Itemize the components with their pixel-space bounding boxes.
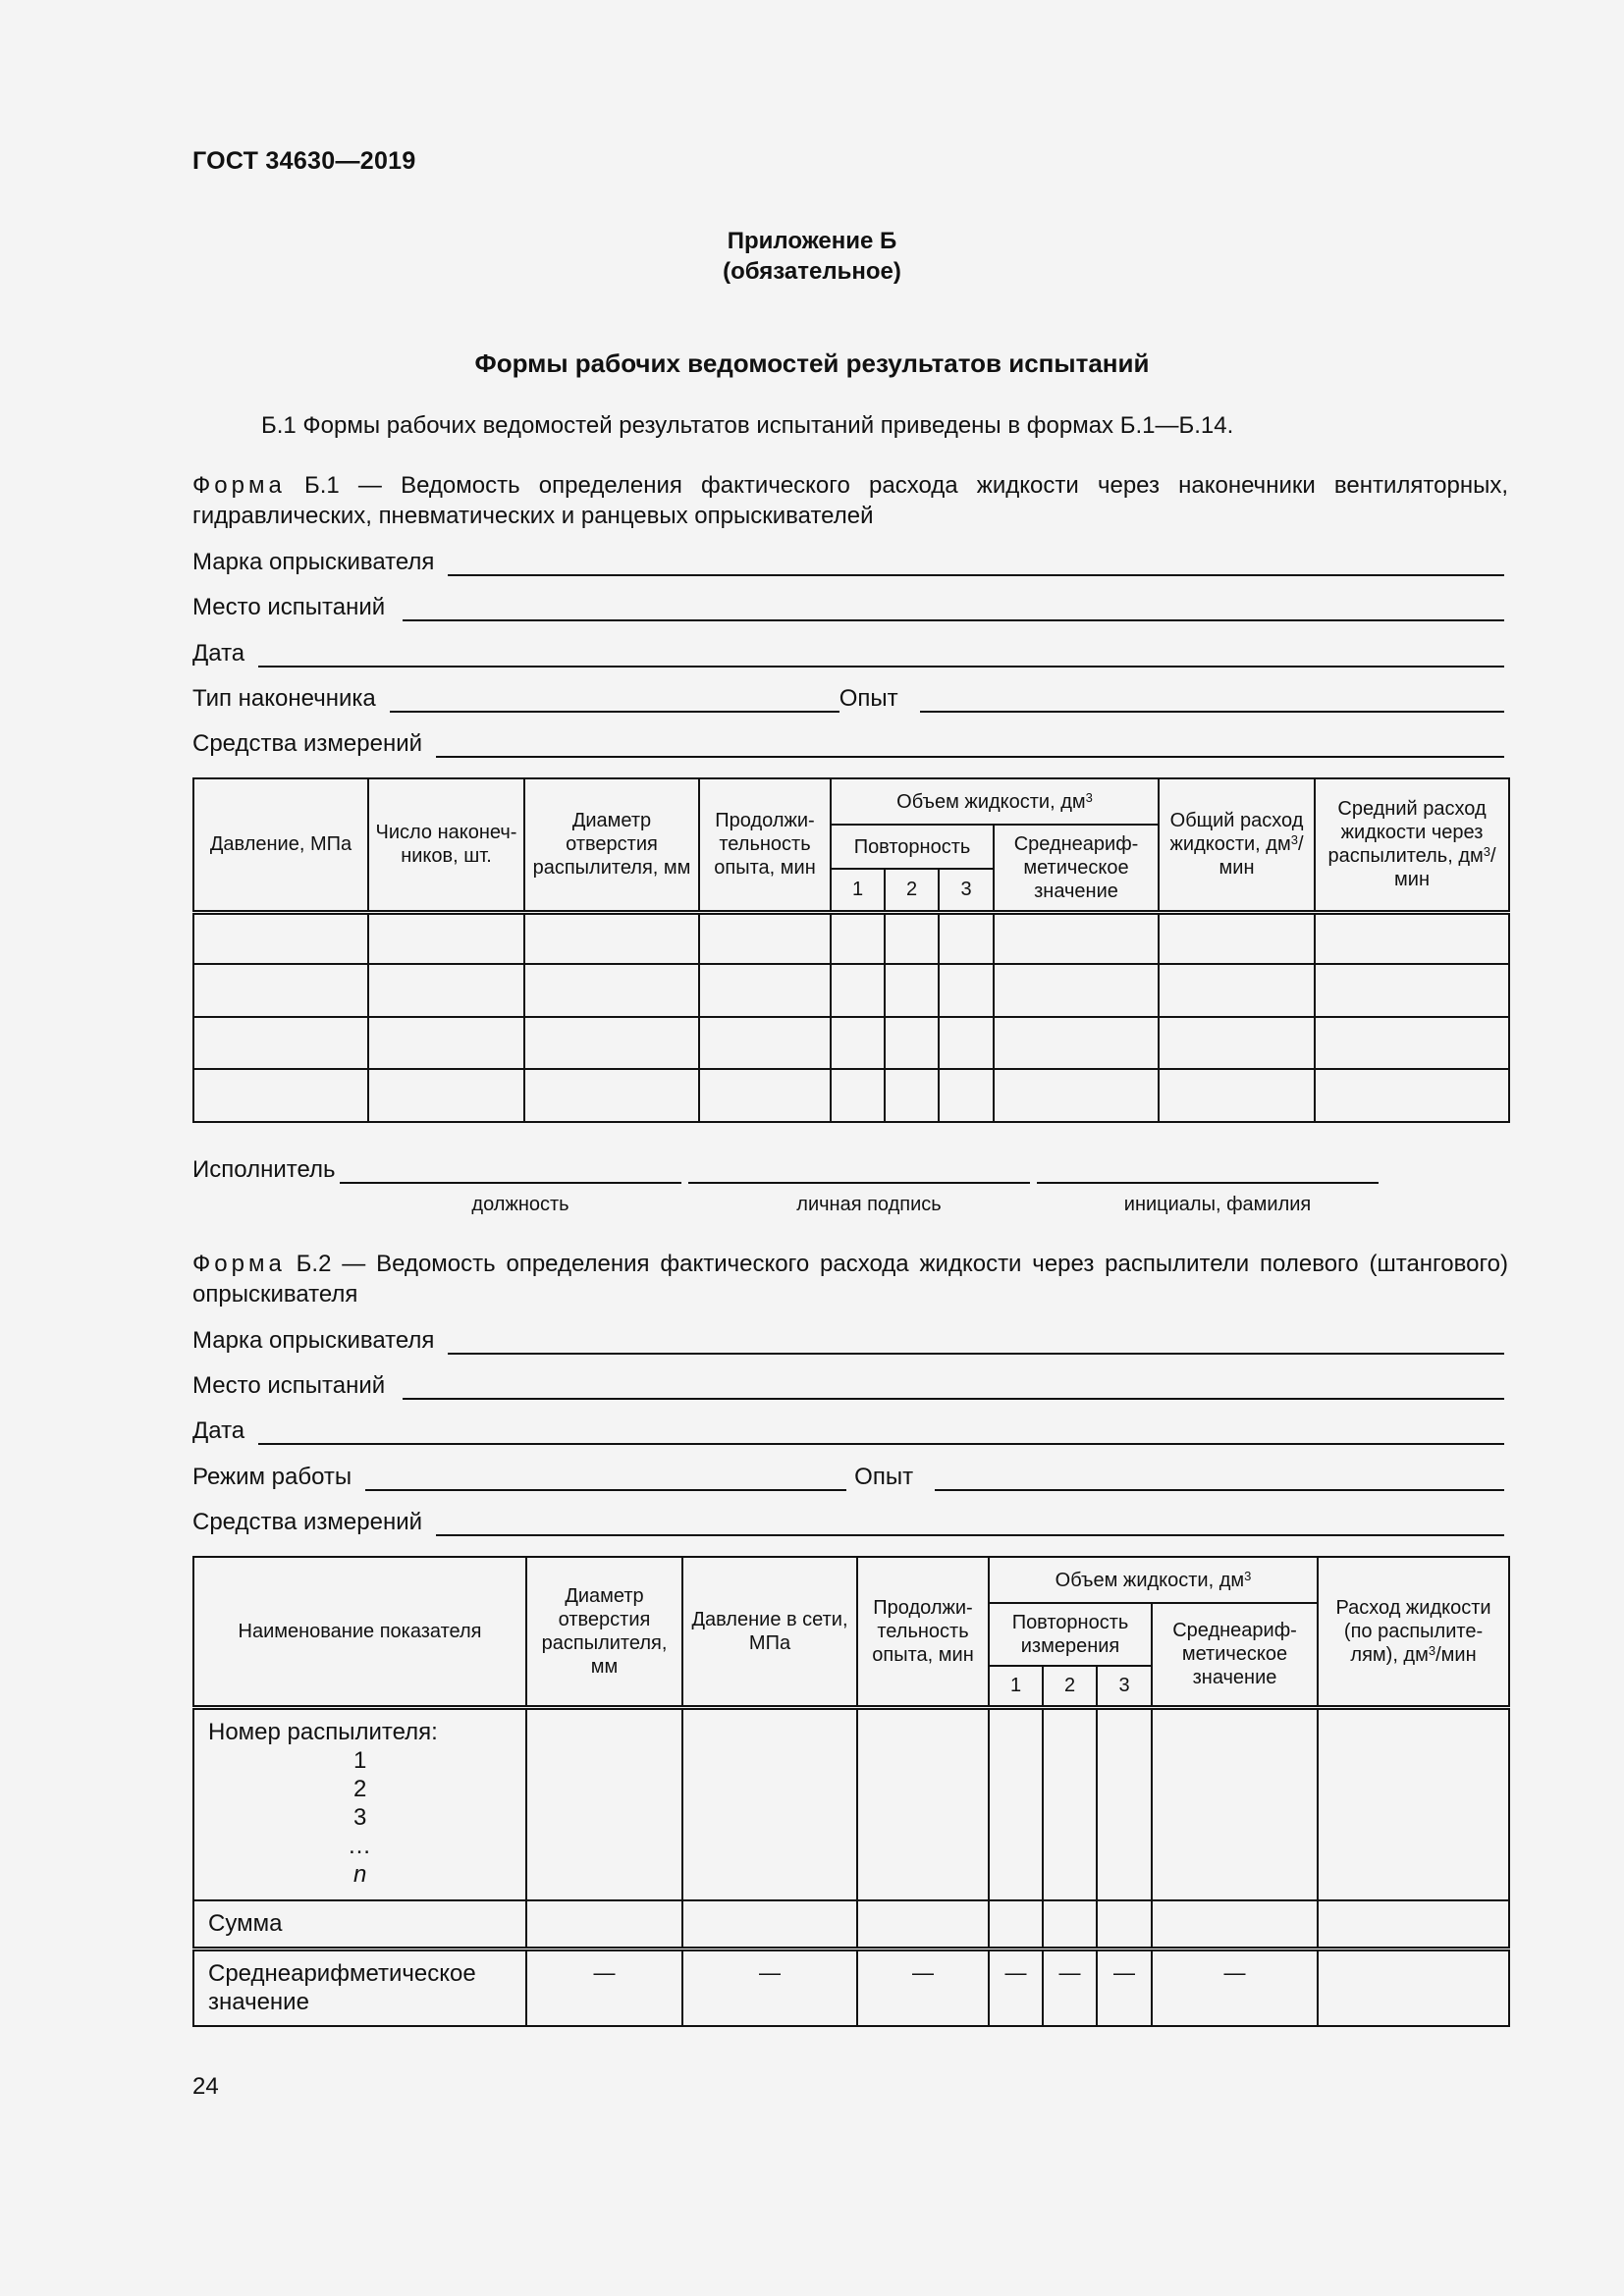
cell[interactable]: [939, 1069, 994, 1122]
cell[interactable]: [193, 964, 368, 1017]
cell[interactable]: [368, 964, 524, 1017]
cell[interactable]: [699, 964, 831, 1017]
appendix-title: Приложение Б: [727, 228, 897, 254]
col-mean: Среднеариф-метическое значение: [1152, 1603, 1318, 1707]
col-diameter: Диаметр отверстия распылителя, мм: [526, 1557, 682, 1707]
dash-cell: —: [1097, 1949, 1152, 2026]
col-repeat: Повторность измерения: [989, 1603, 1152, 1666]
cell[interactable]: [1318, 1900, 1509, 1949]
col-duration: Продолжи-тельность опыта, мин: [699, 778, 831, 912]
form2-field-brand: [192, 1323, 1504, 1355]
dash-cell: —: [1043, 1949, 1097, 2026]
cell[interactable]: [193, 1017, 368, 1069]
form1-field-tip-type: [192, 681, 1504, 713]
form1-table: [192, 777, 1510, 1123]
cell[interactable]: [526, 1900, 682, 1949]
form2-field-instruments: [192, 1505, 1504, 1536]
table-row: [193, 1069, 1509, 1122]
col-r2: 2: [1043, 1666, 1097, 1707]
cell[interactable]: [939, 964, 994, 1017]
form2-label: Форма: [192, 1251, 286, 1277]
form1-label: Форма: [192, 472, 286, 499]
page-number: 24: [192, 2073, 219, 2100]
cell[interactable]: [193, 1069, 368, 1122]
field-label: Место испытаний: [192, 594, 386, 620]
position-line[interactable]: [340, 1158, 681, 1184]
dash-cell: —: [526, 1949, 682, 2026]
cell[interactable]: [1315, 964, 1509, 1017]
cell[interactable]: [526, 1707, 682, 1900]
cell[interactable]: [994, 1069, 1159, 1122]
fill-line[interactable]: [258, 642, 1504, 667]
cell[interactable]: [989, 1900, 1043, 1949]
fill-line[interactable]: [390, 687, 839, 713]
col-volume: Объем жидкости, $дм^3$: [989, 1557, 1318, 1603]
col-r2: 2: [885, 869, 939, 912]
form1-field-date: [192, 636, 1504, 667]
sprayer-3: 3: [353, 1803, 367, 1831]
signature-line[interactable]: [688, 1158, 1030, 1184]
field-label: Опыт: [854, 1464, 914, 1490]
cell[interactable]: [939, 1017, 994, 1069]
col-total-flow: Общий расход жидкости, $дм^3$/мин: [1159, 778, 1315, 912]
form1-field-brand: [192, 545, 1504, 576]
field-label: Дата: [192, 1417, 245, 1444]
form1-caption: [192, 470, 1508, 531]
cell[interactable]: [857, 1900, 989, 1949]
fill-line[interactable]: [403, 1374, 1504, 1400]
form2-table: [192, 1556, 1510, 2027]
col-pressure: Давление, МПа: [193, 778, 368, 912]
cell[interactable]: [885, 1069, 939, 1122]
cell[interactable]: [699, 912, 831, 964]
name-line[interactable]: [1037, 1158, 1379, 1184]
table-row-mean: [193, 1949, 1509, 2026]
document-id: ГОСТ 34630—2019: [192, 147, 416, 175]
cell[interactable]: [699, 1017, 831, 1069]
field-label: Дата: [192, 640, 245, 667]
form2-caption: [192, 1249, 1508, 1309]
field-label: Опыт: [839, 685, 898, 712]
fill-line[interactable]: [920, 687, 1504, 713]
cell[interactable]: [524, 964, 699, 1017]
signature-block: [192, 1156, 1379, 1184]
fill-line[interactable]: [365, 1466, 846, 1491]
cell[interactable]: [831, 964, 885, 1017]
sprayer-number-label: Номер распылителя:: [208, 1718, 438, 1745]
cell[interactable]: [1043, 1707, 1097, 1900]
field-label: Средства измерений: [192, 730, 423, 757]
dash-cell: —: [857, 1949, 989, 2026]
cell[interactable]: [1159, 1017, 1315, 1069]
cell[interactable]: [682, 1707, 857, 1900]
appendix-status: (обязательное): [723, 258, 901, 285]
appendix-heading: [0, 226, 1624, 287]
field-label: Марка опрыскивателя: [192, 1327, 435, 1354]
field-label: Режим работы: [192, 1464, 352, 1490]
field-label: Место испытаний: [192, 1372, 386, 1399]
field-label: Марка опрыскивателя: [192, 549, 435, 575]
performer-label: Исполнитель: [192, 1156, 336, 1183]
intro-paragraph: Б.1 Формы рабочих ведомостей результатов испытаний приведены в формах Б.1—Б.14.: [261, 412, 1234, 439]
col-diameter: Диаметр отверстия распылителя, мм: [524, 778, 699, 912]
cell[interactable]: [994, 1017, 1159, 1069]
col-repeat: Повторность: [831, 825, 994, 869]
form2-field-mode: [192, 1460, 1504, 1491]
cell[interactable]: [1097, 1900, 1152, 1949]
cell[interactable]: [1097, 1707, 1152, 1900]
sprayer-n: n: [353, 1860, 367, 1888]
cell[interactable]: [831, 1069, 885, 1122]
col-flow: Расход жидкости (по распылите-лям), $дм^3$/мин: [1318, 1557, 1509, 1707]
table-row-sprayers: [193, 1707, 1509, 1900]
form2-field-date: [192, 1414, 1504, 1445]
cell[interactable]: [885, 1017, 939, 1069]
cell[interactable]: [1152, 1707, 1318, 1900]
cell[interactable]: [994, 912, 1159, 964]
cell[interactable]: [368, 1017, 524, 1069]
caption-signature: личная подпись: [796, 1194, 942, 1215]
fill-line[interactable]: [448, 1329, 1504, 1355]
fill-line[interactable]: [436, 1511, 1504, 1536]
cell[interactable]: [368, 1069, 524, 1122]
cell[interactable]: [994, 964, 1159, 1017]
cell[interactable]: [885, 912, 939, 964]
col-avg-flow: Средний расход жидкости через распылитель, $дм^3$/мин: [1315, 778, 1509, 912]
cell[interactable]: [1043, 1900, 1097, 1949]
sprayer-2: 2: [353, 1775, 367, 1802]
cell[interactable]: [1159, 1069, 1315, 1122]
field-label: Тип наконечника: [192, 685, 376, 712]
cell[interactable]: [857, 1707, 989, 1900]
cell[interactable]: [1159, 912, 1315, 964]
cell[interactable]: [831, 912, 885, 964]
cell[interactable]: [1315, 912, 1509, 964]
form1-field-instruments: [192, 726, 1504, 758]
fill-line[interactable]: [935, 1466, 1504, 1491]
form1-field-place: [192, 590, 1504, 621]
sum-label: Сумма: [193, 1900, 526, 1949]
col-pressure: Давление в сети, МПа: [682, 1557, 857, 1707]
cell[interactable]: [1315, 1069, 1509, 1122]
col-r1: 1: [831, 869, 885, 912]
caption-name: инициалы, фамилия: [1123, 1194, 1312, 1215]
cell[interactable]: [699, 1069, 831, 1122]
form2-caption-text: Б.2 — Ведомость определения фактического расхода жидкости через распылители полевого (штангового) опрыскивателя: [192, 1251, 1509, 1308]
cell[interactable]: [1318, 1707, 1509, 1900]
fill-line[interactable]: [436, 732, 1504, 758]
table-row: [193, 1017, 1509, 1069]
fill-line[interactable]: [403, 596, 1504, 621]
col-indicator: Наименование показателя: [193, 1557, 526, 1707]
cell[interactable]: [524, 912, 699, 964]
cell[interactable]: [524, 1017, 699, 1069]
table-row: [193, 912, 1509, 964]
col-volume: Объем жидкости, $дм^3$: [831, 778, 1159, 825]
col-mean: Среднеариф-метическое значение: [994, 825, 1159, 912]
col-duration: Продолжи-тельность опыта, мин: [857, 1557, 989, 1707]
cell[interactable]: [885, 964, 939, 1017]
cell[interactable]: [524, 1069, 699, 1122]
sprayer-1: 1: [353, 1746, 367, 1774]
field-label: Средства измерений: [192, 1509, 423, 1535]
mean-row-label: Среднеарифметическое значение: [193, 1949, 526, 2026]
col-r1: 1: [989, 1666, 1043, 1707]
table-row-sum: [193, 1900, 1509, 1949]
cell[interactable]: [831, 1017, 885, 1069]
cell[interactable]: [368, 912, 524, 964]
form2-field-place: [192, 1368, 1504, 1400]
sprayer-ellipsis: …: [348, 1832, 371, 1859]
cell[interactable]: [1315, 1017, 1509, 1069]
cell[interactable]: [1159, 964, 1315, 1017]
cell[interactable]: [682, 1900, 857, 1949]
cell[interactable]: [1318, 1949, 1509, 2026]
fill-line[interactable]: [448, 551, 1504, 576]
sprayer-number-cell: [193, 1707, 526, 1900]
caption-position: должность: [471, 1194, 569, 1215]
col-r3: 3: [1097, 1666, 1152, 1707]
cell[interactable]: [939, 912, 994, 964]
col-r3: 3: [939, 869, 994, 912]
cell[interactable]: [193, 912, 368, 964]
col-tips-count: Число наконеч-ников, шт.: [368, 778, 524, 912]
section-title: Формы рабочих ведомостей результатов испытаний: [474, 348, 1150, 378]
fill-line[interactable]: [258, 1419, 1504, 1445]
cell[interactable]: [1152, 1900, 1318, 1949]
dash-cell: —: [682, 1949, 857, 2026]
form1-caption-text: Б.1 — Ведомость определения фактического расхода жидкости через наконечники вентиляторных, гидравлических, пневматических и ранцевых опрыскивателей: [192, 472, 1508, 529]
dash-cell: —: [1152, 1949, 1318, 2026]
cell[interactable]: [989, 1707, 1043, 1900]
table-row: [193, 964, 1509, 1017]
dash-cell: —: [989, 1949, 1043, 2026]
